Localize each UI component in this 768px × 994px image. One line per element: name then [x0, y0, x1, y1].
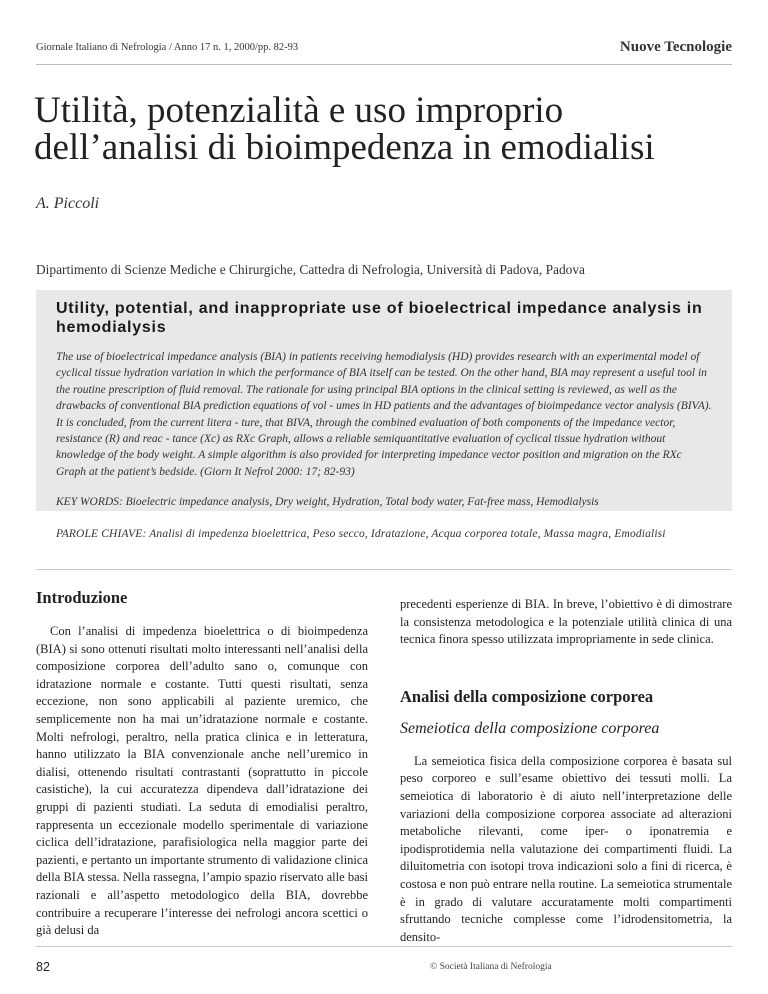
- footer-divider: [36, 946, 732, 947]
- italian-keywords: PAROLE CHIAVE: Analisi di impedenza bioelettrica, Peso secco, Idratazione, Acqua corporea totale, Massa magra, Emodialisi: [56, 528, 666, 540]
- keywords-divider: [36, 569, 732, 570]
- author-affiliation: Dipartimento di Scienze Mediche e Chirurgiche, Cattedra di Nefrologia, Università di Padova, Padova: [36, 262, 585, 277]
- journal-citation: Giornale Italiano di Nefrologia / Anno 17 n. 1, 2000/pp. 82-93: [36, 42, 299, 53]
- page-number: 82: [36, 960, 50, 974]
- header-divider: [36, 64, 732, 65]
- body-column-left: [36, 588, 368, 940]
- abstract-text: The use of bioelectrical impedance analysis (BIA) in patients receiving hemodialysis (HD) provides research with an experimental model of cyclical tissue hydration variation in which the performance of BIA itself can be tested. On the other hand, BIA may represent a useful tool in the routine prescription of fluid removal. The rationale for using principal BIA options in the clinical setting is reviewed, as well as the drawbacks of conventional BIA prediction equations of vol - umes in HD patients and the advantages of bioimpedance vector analysis (BIVA). It is concluded, from the current litera - ture, that BIVA, through the combined evaluation of both components of the impedance vector, resistance (R) and reac - tance (Xc) as RXc Graph, allows a reliable semiquantitative evaluation of cyclical tissue hydration without knowledge of the body weight. A simple algorithm is also provided for interpreting impedance vector position and migration on the RXc Graph at the patient’s bedside. (Giorn It Nefrol 2000: 17; 82-93): [56, 351, 712, 478]
- copyright-notice: © Società Italiana di Nefrologia: [430, 962, 552, 972]
- analysis-heading: Analisi della composizione corporea: [400, 686, 654, 706]
- semeiotics-paragraph: La semeiotica fisica della composizione corporea è basata sul peso corporeo e sull’esame obiettivo dei tessuti molli. La semeiotica di laboratorio è di aiuto nell’interpretazione delle variazioni della composizione corporea associate ad alterazioni metaboliche rilevanti, come iper- o iponatremia e ipodisprotidemia nella valutazione dei compartimenti fluidi. La diluitometria con isotopi trova indicazioni solo a fini di ricerca, è costosa e non può entrare nella routine. La semeiotica strumentale è in grado di valutare accuratamente molti compartimenti sfruttando tecniche complesse come l’idrodensitometria, la densito-: [400, 753, 732, 944]
- english-abstract-box: [36, 290, 732, 511]
- semeiotics-subheading: Semeiotica della composizione corporea: [400, 719, 660, 737]
- article-author: A. Piccoli: [36, 195, 100, 212]
- body-column-right: [400, 596, 732, 946]
- article-title: Utilità, potenzialità e uso improprio dell’analisi di bioimpedenza in emodialisi: [34, 90, 655, 168]
- intro-paragraph-continued: precedenti esperienze di BIA. In breve, l’obiettivo è di dimostrare la consistenza metodologica e la potenziale utilità clinica di una tecnica finora spesso utilizzata impropriamente in sede clinica.: [400, 597, 732, 647]
- abstract-keywords: KEY WORDS: Bioelectric impedance analysis, Dry weight, Hydration, Total body water, Fat-free mass, Hemodialysis: [56, 496, 599, 509]
- abstract-title: Utility, potential, and inappropriate use of bioelectrical impedance analysis in hemodialysis: [56, 300, 703, 336]
- intro-paragraph: Con l’analisi di impedenza bioelettrica o di bioimpedenza (BIA) si sono ottenuti risultati molto interessanti nell’analisi della composizione corporea dell’adulto sano o, comunque con idratazione normale e costante. Tutti questi risultati, senza eccezione, non sono applicabili al paziente uremico, che semplicemente non ha mai un’idratazione normale e costante. Molti nefrologi, peraltro, nella pratica clinica e in letteratura, hanno utilizzato la BIA convenzionale anche nell’uremico in dialisi, ottenendo risultati contrastanti (soprattutto in piccole casistiche), la cui accuratezza dipendeva dall’idratazione dei gruppi di pazienti studiati. La seduta di emodialisi peraltro, rappresenta un eccezionale modello sperimentale di variazione ciclica dell’idratazione, parafisiologica nella maggior parte dei pazienti, e pertanto un importante strumento di validazione clinica della BIA stessa. Nella rassegna, l’ampio spazio riservato alle basi razionali e all’aspetto metodologico della BIA, dovrebbe contribuire a recuperare l’interesse dei nefrologi ancora scettici o già delusi da: [36, 624, 368, 938]
- section-label: Nuove Tecnologie: [619, 39, 732, 55]
- intro-heading: Introduzione: [36, 588, 128, 607]
